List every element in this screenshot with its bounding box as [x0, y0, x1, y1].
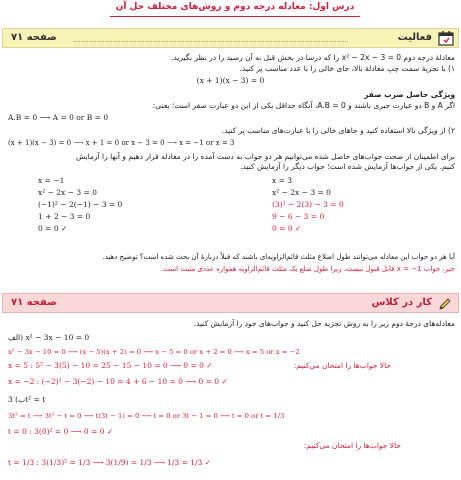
check-right-3: (3)² − 2(3) − 3 = 0	[272, 200, 344, 209]
pencil-icon	[437, 296, 453, 312]
part-b-note: حالا جواب‌ها را امتحان می‌کنیم:	[303, 441, 401, 450]
dotted-divider	[73, 41, 348, 42]
class-work-intro: معادله‌های درجهٔ دوم زیر را به روش تجزیه حل کنید و جواب‌های خود را آزمایش کنید.	[193, 319, 455, 328]
part-b: ب) 3t² = t	[8, 395, 46, 404]
part-a-check-1: x = 5 : 5² − 3(5) − 10 = 25 − 15 − 10 = 0 ⟶ 0 = 0 ✓	[8, 361, 213, 370]
activity-label: فعالیت	[397, 32, 432, 43]
check-right-1: x = 3	[272, 176, 293, 185]
class-work-header	[2, 293, 459, 313]
check-left-1: x = −1	[38, 176, 65, 185]
question-3-line2: کنیم. یکی از جواب‌ها آزمایش شده است؛ جواب دیگر را آزمایش کنید.	[240, 162, 455, 171]
property-formula: A.B = 0 ⟶ A = 0 or B = 0	[8, 113, 109, 122]
activity-page-ref: صفحه ۷۱	[11, 32, 57, 43]
question-1-answer: (x + 1)(x − 3) = 0	[196, 76, 265, 85]
check-right-4: 9 − 6 − 3 = 0	[272, 212, 325, 221]
class-work-label: کار در کلاس	[371, 297, 432, 308]
property-title: ویژگی حاصل ضرب صفر	[364, 90, 455, 99]
check-left-5: 0 = 0 ✓	[38, 224, 68, 233]
part-a-solution: x² − 3x − 10 = 0 ⟶ (x − 5)(x + 2) = 0 ⟶ x − 5 = 0 or x + 2 = 0 ⟶ x = 5 or x = −2	[8, 348, 300, 356]
part-b-check-1: t = 0 : 3(0)² = 0 ⟶ 0 = 0 ✓	[8, 427, 114, 436]
part-b-check-2: t = 1/3 : 3(1/3)² = 1/3 ⟶ 3(1/9) = 1/3 ⟶ 1/3 = 1/3 ✓	[8, 458, 211, 467]
check-left-4: 1 + 2 − 3 = 0	[38, 212, 91, 221]
class-work-page-ref: صفحه ۷۱	[11, 297, 57, 308]
part-a: الف) x² − 3x − 10 = 0	[8, 333, 90, 342]
activity-intro: معادلهٔ درجه دوم x² − 2x − 3 = 0 را که درسا در بخش قبل به آن رسید را در نظر بگیرید.	[170, 53, 455, 62]
question-4: آیا هر دو جواب این معادله می‌توانند طول اضلاع مثلث قائم‌الزاویه‌ای باشند که قبلاً دربارهٔ آن بحث شده است؟ توضیح دهید.	[102, 253, 455, 261]
calendar-icon	[438, 30, 454, 46]
check-right-2: x² − 2x − 3 = 0	[272, 188, 331, 197]
property-text: اگر A و B دو عبارت جبری باشند و A.B = 0، آنگاه حداقل یکی از این دو عبارت صفر است؛ یعنی:	[152, 101, 455, 110]
check-left-3: (−1)² − 2(−1) − 3 = 0	[38, 200, 123, 209]
activity-header	[2, 28, 459, 48]
question-2-formula: (x + 1)(x − 3) = 0 ⟶ x + 1 = 0 or x − 3 = 0 ⟶ x = −1 or x = 3	[8, 139, 235, 147]
question-3-line1: برای اطمینان از صحت جواب‌های حاصل شده می‌توانیم هر دو جواب به دست آمده را در معادله قرار دهیم و آنها را آزمایش	[75, 152, 455, 161]
question-2: ۲) از ویژگی بالا استفاده کنید و جاهای خالی را با عبارت‌های مناسب پر کنید.	[221, 126, 455, 135]
question-4-answer: خیر. جواب x = −1 قابل قبول نیست، زیرا طول ضلع یک مثلث قائم‌الزاویه همواره عددی مثبت است.	[161, 265, 455, 273]
check-left-2: x² − 2x − 3 = 0	[38, 188, 97, 197]
part-a-check-2: x = −2 : (−2)² − 3(−2) − 10 = 4 + 6 − 10 = 0 ⟶ 0 = 0 ✓	[8, 377, 228, 386]
question-1: ۱) با تجزیهٔ سمت چپ معادلهٔ بالا، جای خالی را با عدد مناسب پر کنید.	[239, 64, 455, 73]
part-a-note: حالا جواب‌ها را امتحان می‌کنیم:	[293, 361, 391, 370]
part-b-solution: 3t² = t ⟶ 3t² − t = 0 ⟶ t(3t − 1) = 0 ⟶ t = 0 or 3t − 1 = 0 ⟶ t = 0 or t = 1/3	[8, 412, 285, 420]
lesson-title: درس اول: معادله درجه دوم و روش‌های مختلف حل آن	[110, 2, 360, 17]
check-right-5: 0 = 0 ✓	[272, 224, 302, 233]
